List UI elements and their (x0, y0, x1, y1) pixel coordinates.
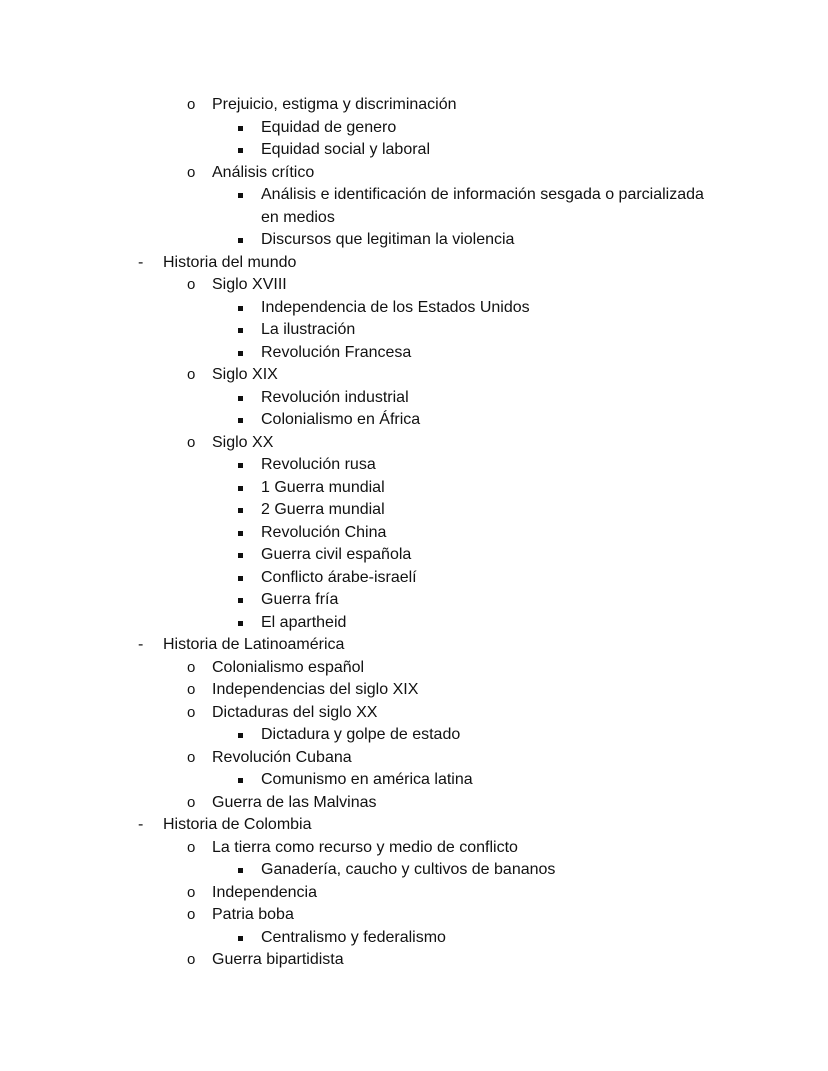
outline-subitem (0, 702, 828, 725)
circle-marker: o (187, 793, 196, 811)
outline-item-text: Análisis crítico (212, 163, 315, 181)
outline-item-text: Independencia (212, 883, 317, 901)
outline-item-text: en medios (261, 208, 335, 226)
outline-item-text: Colonialismo en África (261, 411, 421, 428)
circle-marker: o (187, 883, 196, 901)
outline-subitem (0, 432, 828, 455)
circle-marker: o (187, 163, 196, 181)
outline-heading (0, 252, 828, 275)
outline-bullet-item (0, 342, 828, 365)
dash-marker: - (138, 816, 144, 833)
circle-marker: o (187, 748, 196, 766)
outline-bullet-item (0, 589, 828, 612)
dash-marker: - (138, 636, 144, 653)
outline-item-text: Patria boba (212, 906, 294, 923)
outline-item-text: Revolución Francesa (261, 343, 412, 361)
outline-item-text: La ilustración (261, 321, 356, 338)
outline-item-text: Revolución industrial (261, 388, 409, 406)
outline-item-text: Prejuicio, estigma y discriminación (212, 96, 457, 113)
outline-item-text: Guerra de las Malvinas (212, 793, 377, 811)
square-bullet-icon (238, 418, 243, 423)
outline-item-text: Ganadería, caucho y cultivos de bananos (261, 861, 556, 878)
outline-bullet-item (0, 567, 828, 590)
square-bullet-icon (238, 486, 243, 491)
outline-bullet-item (0, 522, 828, 545)
outline-subitem (0, 949, 828, 972)
outline-subitem (0, 94, 828, 117)
square-bullet-icon (238, 238, 243, 243)
outline-subitem (0, 657, 828, 680)
outline-item-text: 1 Guerra mundial (261, 478, 385, 496)
outline-item-text: Equidad de genero (261, 118, 397, 136)
dash-marker: - (138, 253, 144, 271)
outline-bullet-item (0, 117, 828, 140)
circle-marker: o (187, 276, 196, 293)
outline-bullet-item (0, 387, 828, 410)
square-bullet-icon (238, 193, 243, 198)
outline-heading (0, 814, 828, 837)
outline-item-text: 2 Guerra mundial (261, 501, 385, 518)
outline-bullet-item (0, 499, 828, 522)
square-bullet-icon (238, 598, 243, 603)
outline-bullet-item (0, 724, 828, 747)
outline-subitem (0, 274, 828, 297)
square-bullet-icon (238, 148, 243, 153)
square-bullet-icon (238, 328, 243, 333)
document-page (0, 94, 828, 972)
circle-marker: o (187, 838, 196, 856)
outline-item-text: Historia del mundo (163, 253, 297, 271)
outline-subitem (0, 837, 828, 860)
outline-subitem (0, 162, 828, 185)
outline-bullet-item (0, 612, 828, 635)
outline-item-text: Guerra bipartidista (212, 951, 344, 968)
outline-bullet-item (0, 544, 828, 567)
outline-item-text: Revolución Cubana (212, 748, 352, 766)
outline-bullet-item (0, 477, 828, 500)
circle-marker: o (187, 951, 196, 968)
outline-item-text: Independencia de los Estados Unidos (261, 298, 530, 316)
outline-subitem (0, 904, 828, 927)
square-bullet-icon (238, 778, 243, 783)
outline-item-text: Dictadura y golpe de estado (261, 726, 461, 743)
outline-item-text: Historia de Colombia (163, 816, 312, 833)
outline-bullet-item (0, 769, 828, 792)
outline-bullet-item (0, 927, 828, 950)
circle-marker: o (187, 906, 196, 923)
square-bullet-icon (238, 531, 243, 536)
outline-subitem (0, 882, 828, 905)
outline-bullet-item (0, 139, 828, 162)
circle-marker: o (187, 703, 196, 721)
circle-marker: o (187, 681, 196, 698)
outline-bullet-item (0, 409, 828, 432)
square-bullet-icon (238, 508, 243, 513)
outline-continuation (0, 207, 828, 230)
outline-item-text: Independencias del siglo XIX (212, 681, 419, 698)
circle-marker: o (187, 433, 196, 451)
outline-subitem (0, 679, 828, 702)
outline-item-text: Historia de Latinoamérica (163, 636, 345, 653)
square-bullet-icon (238, 936, 243, 941)
circle-marker: o (187, 96, 196, 113)
outline-bullet-item (0, 454, 828, 477)
outline-item-text: Siglo XIX (212, 366, 278, 383)
outline-item-text: Revolución China (261, 523, 387, 541)
outline-item-text: Discursos que legitiman la violencia (261, 231, 515, 248)
outline-item-text: Colonialismo español (212, 658, 365, 676)
square-bullet-icon (238, 351, 243, 356)
outline-item-text: Equidad social y laboral (261, 141, 430, 158)
square-bullet-icon (238, 126, 243, 131)
outline-bullet-item (0, 229, 828, 252)
outline-item-text: Siglo XX (212, 433, 274, 451)
outline-item-text: Centralismo y federalismo (261, 928, 446, 946)
square-bullet-icon (238, 306, 243, 311)
outline-bullet-item (0, 297, 828, 320)
outline-item-text: La tierra como recurso y medio de conflicto (212, 838, 518, 856)
outline-item-text: Comunismo en américa latina (261, 771, 473, 788)
outline-item-text: Análisis e identificación de información sesgada o parcializada (261, 186, 704, 203)
square-bullet-icon (238, 576, 243, 581)
circle-marker: o (187, 658, 196, 676)
outline-bullet-item (0, 859, 828, 882)
outline-item-text: Dictaduras del siglo XX (212, 703, 378, 721)
outline-item-text: Guerra fría (261, 591, 339, 608)
square-bullet-icon (238, 463, 243, 468)
outline-item-text: Conflicto árabe-israelí (261, 568, 417, 586)
outline-bullet-item (0, 184, 828, 207)
square-bullet-icon (238, 733, 243, 738)
outline-item-text: Siglo XVIII (212, 276, 287, 293)
outline-item-text: El apartheid (261, 613, 347, 631)
outline-item-text: Revolución rusa (261, 456, 376, 473)
square-bullet-icon (238, 868, 243, 873)
outline-bullet-item (0, 319, 828, 342)
square-bullet-icon (238, 621, 243, 626)
outline-heading (0, 634, 828, 657)
square-bullet-icon (238, 396, 243, 401)
circle-marker: o (187, 366, 196, 383)
outline-subitem (0, 364, 828, 387)
outline-subitem (0, 747, 828, 770)
outline-subitem (0, 792, 828, 815)
square-bullet-icon (238, 553, 243, 558)
outline-item-text: Guerra civil española (261, 546, 412, 563)
